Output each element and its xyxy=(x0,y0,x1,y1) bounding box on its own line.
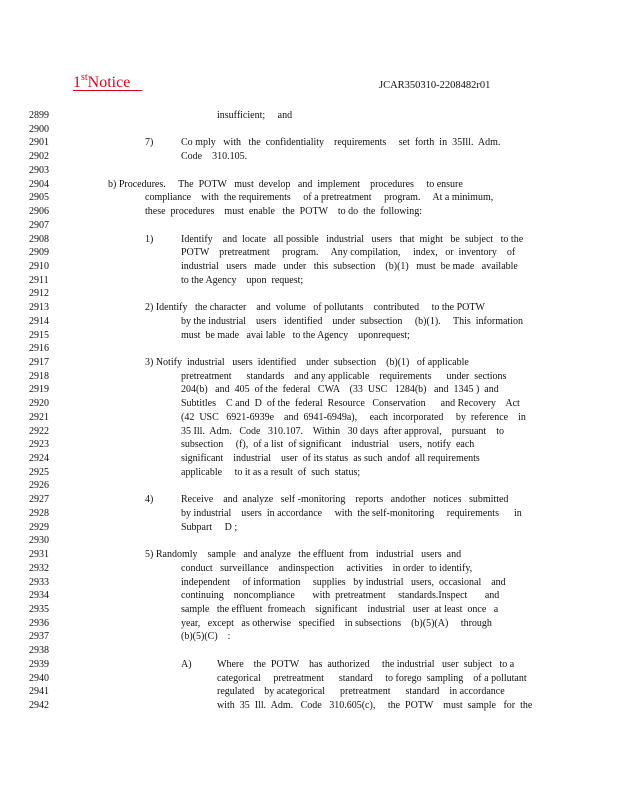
text-line: Where the POTW has authorized the industrial user subject to a xyxy=(217,658,515,670)
line-number: 2902 xyxy=(29,151,49,163)
line-number: 2904 xyxy=(29,178,49,190)
line-number: 2935 xyxy=(29,603,49,615)
text-line: POTW pretreatment program. Any compilation, index, or inventory of xyxy=(181,247,516,259)
line-number: 2934 xyxy=(29,590,49,602)
line-number: 2928 xyxy=(29,507,49,519)
text-line: subsection (f), of a list of significant industrial users, notify each xyxy=(181,439,475,451)
notice-number: 1 xyxy=(73,74,81,91)
line-number: 2922 xyxy=(29,425,49,437)
line-number: 2900 xyxy=(29,123,49,135)
text-line: 35 Ill. Adm. Code 310.107. Within 30 days after approval, pursuant to xyxy=(181,425,504,437)
line-number: 2923 xyxy=(29,439,49,451)
line-number: 2924 xyxy=(29,453,49,464)
text-line: 2) Identify the character and volume of pollutants contributed to the POTW xyxy=(145,302,485,314)
line-number: 2942 xyxy=(29,700,49,711)
line-number: 2910 xyxy=(29,260,49,272)
text-line: sample the effluent fromeach significant industrial user at least once a xyxy=(181,603,499,615)
line-number: 2925 xyxy=(29,466,49,478)
text-line: by industrial users in accordance with the self-monitoring requirements in xyxy=(181,507,522,519)
text-line: these procedures must enable the POTW to do the following: xyxy=(145,206,422,217)
text-line: Receive and analyze self -monitoring reports andother notices submitted xyxy=(181,494,509,506)
text-line: to the Agency upon request; xyxy=(181,274,304,286)
line-number: 2930 xyxy=(29,535,49,547)
notice-ordinal: st xyxy=(81,72,88,83)
text-line: compliance with the requirements of a pretreatment program. At a minimum, xyxy=(145,192,494,204)
text-line: Co mply with the confidentiality requirements set forth in 35Ill. Adm. xyxy=(181,137,501,149)
line-number: 2940 xyxy=(29,672,49,684)
text-line: industrial users made under this subsection (b)(1) must be made available xyxy=(181,260,518,272)
text-line: (b)(5)(C) : xyxy=(181,631,231,643)
line-number: 2941 xyxy=(29,686,49,698)
text-line: Subpart D ; xyxy=(181,521,238,533)
line-number: 2905 xyxy=(29,192,49,204)
line-number: 2931 xyxy=(29,549,49,560)
line-number: 2929 xyxy=(29,521,49,533)
line-number: 2916 xyxy=(29,343,49,355)
text-line: Identify and locate all possible industrial users that might be subject to the xyxy=(181,233,524,245)
line-number: 2903 xyxy=(29,164,49,176)
text-line: insufficient; and xyxy=(217,110,293,121)
line-number: 2915 xyxy=(29,329,49,341)
line-number: 2917 xyxy=(29,357,49,368)
text-line: regulated by acategorical pretreatment standard in accordance xyxy=(217,686,505,698)
text-line: applicable to it as a result of such status; xyxy=(181,466,361,478)
text-line: independent of information supplies by industrial users, occasional and xyxy=(181,576,506,588)
document-code: JCAR350310-2208482r01 xyxy=(379,80,491,91)
line-number: 2933 xyxy=(29,576,49,588)
line-number: 2899 xyxy=(29,110,49,121)
line-number: 2920 xyxy=(29,398,49,410)
line-number: 2936 xyxy=(29,617,49,629)
text-line: 3) Notify industrial users identified under subsection (b)(1) of applicable xyxy=(145,357,469,368)
text-line: categorical pretreatment standard to forego sampling of a pollutant xyxy=(217,672,527,684)
text-line: Code 310.105. xyxy=(181,151,248,163)
text-line: b) Procedures. The POTW must develop and implement procedures to ensure xyxy=(108,178,463,190)
text-line: with 35 Ill. Adm. Code 310.605(c), the POTW must sample for the xyxy=(217,700,533,711)
line-number: 2913 xyxy=(29,302,49,314)
line-number: 2939 xyxy=(29,658,49,670)
line-number: 2919 xyxy=(29,384,49,396)
text-line: conduct surveillance andinspection activities in order to identify, xyxy=(181,562,473,574)
line-number: 2927 xyxy=(29,494,49,506)
text-line: Subtitles C and D of the federal Resource Conservation and Recovery Act xyxy=(181,398,520,410)
line-number: 2926 xyxy=(29,480,49,492)
line-number: 2932 xyxy=(29,562,49,574)
line-number: 2908 xyxy=(29,233,49,245)
text-line: 1) xyxy=(145,233,154,245)
line-number: 2921 xyxy=(29,411,49,423)
notice-word: Notice xyxy=(87,74,131,91)
line-number: 2906 xyxy=(29,206,49,217)
text-line: must be made avai lable to the Agency uponrequest; xyxy=(181,329,410,341)
notice-title xyxy=(73,74,142,92)
line-number: 2937 xyxy=(29,631,49,643)
line-number: 2909 xyxy=(29,247,49,259)
text-line: 4) xyxy=(145,494,154,506)
line-number: 2938 xyxy=(29,645,49,657)
line-number: 2907 xyxy=(29,219,49,231)
text-line: significant industrial user of its status as such andof all requirements xyxy=(181,453,480,464)
text-line: 7) xyxy=(145,137,154,149)
text-line: 5) Randomly sample and analyze the effluent from industrial users and xyxy=(145,549,462,560)
line-number: 2911 xyxy=(29,274,49,286)
line-number: 2912 xyxy=(29,288,49,300)
line-number: 2901 xyxy=(29,137,49,149)
text-line: (42 USC 6921-6939e and 6941-6949a), each incorporated by reference in xyxy=(181,411,526,423)
text-line: by the industrial users identified under subsection (b)(1). This information xyxy=(181,315,523,327)
text-line: pretreatment standards and any applicable requirements under sections xyxy=(181,370,507,382)
text-line: continuing noncompliance with pretreatment standards.Inspect and xyxy=(181,590,500,602)
line-number: 2914 xyxy=(29,315,49,327)
text-line: 204(b) and 405 of the federal CWA (33 USC 1284(b) and 1345 ) and xyxy=(181,384,499,396)
line-number: 2918 xyxy=(29,370,49,382)
text-line: A) xyxy=(181,658,192,670)
text-line: year, except as otherwise specified in subsections (b)(5)(A) through xyxy=(181,617,492,629)
